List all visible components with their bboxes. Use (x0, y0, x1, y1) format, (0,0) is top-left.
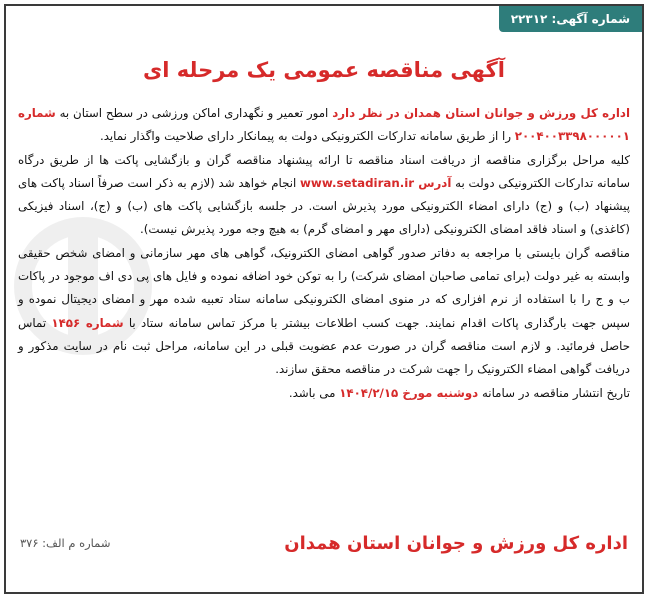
paragraph-publish-date (18, 382, 630, 405)
intro-text-1: امور تعمیر و نگهداری اماکن ورزشی در سطح استان به (55, 106, 333, 120)
ad-number-badge: شماره آگهی: ۲۲۳۱۲ (499, 6, 642, 32)
procedure-text-1: کلیه مراحل برگزاری مناقصه از دریافت اسناد مناقصه تا ارائه پیشنهاد مناقصه گران و بازگشایی پاکت ها از طریق درگاه سامانه تدارکات الکترونیکی دولت به (18, 152, 630, 190)
setadiran-link[interactable]: www.setadiran.ir (300, 175, 415, 190)
paragraph-procedure (18, 149, 630, 242)
paragraph-signature-requirements (18, 242, 630, 382)
organization-signature: اداره کل ورزش و جوانان استان همدان (284, 532, 628, 554)
footer (20, 528, 628, 558)
intro-text-2: را از طریق سامانه تدارکات الکترونیکی دولت به پیمانکار دارای صلاحیت واگذار نماید. (99, 129, 515, 144)
ad-body (18, 102, 630, 405)
publish-date: دوشنبه مورخ ۱۴۰۴/۲/۱۵ (339, 385, 479, 400)
address-label: آدرس (414, 175, 452, 190)
ad-frame (4, 4, 644, 594)
ad-code: شماره م الف: ۳۷۶ (20, 536, 111, 550)
page-title: آگهی مناقصه عمومی یک مرحله ای (143, 58, 505, 82)
requirements-text-2: تماس حاصل فرمائید. و لازم است مناقصه گران در صورت عدم عضویت قبلی در این سامانه، مراحل ثبت نام در سایت مذکور و دریافت گواهی امضاء الکترونیک را جهت شرکت در مناقصه محقق سازند. (18, 315, 630, 377)
publish-text-1: تاریخ انتشار مناقصه در سامانه (478, 385, 630, 400)
organization-name: اداره کل ورزش و جوانان استان همدان در نظر دارد (332, 106, 630, 120)
tender-number: شماره ۲۰۰۴۰۰۳۳۹۸۰۰۰۰۰۱ (18, 106, 630, 144)
paragraph-intro (18, 102, 630, 149)
procedure-text-2: انجام خواهد شد (لازم به ذکر است صرفاً اسناد پاکت های پیشنهاد (ب) و (ج) دارای امضاء الکترونیکی مورد پذیرش است. در جلسه بازگشایی پاکت های (ب) و (ج)، اسناد فیزیکی (کاغذی) و اسناد فاقد امضای الکترونیکی (دارای مهر و امضای گرم) به هیچ وجه مورد پذیرش نیست). (18, 175, 630, 237)
publish-text-2: می باشد. (288, 385, 340, 400)
support-phone: شماره ۱۴۵۶ (51, 315, 124, 330)
requirements-text-1: مناقصه گران بایستی با مراجعه به دفاتر صدور گواهی امضای الکترونیک، گواهی های مهر سازمانی و امضای شخص حقیقی وابسته به غیر دولت (برای تمامی صاحبان امضای شرکت) را به توکن خود اضافه نموده و فایل های پی دی اف موجود در پاکات ب و ج را با استفاده از نرم افزاری که در منوی امضای الکترونیکی سامانه ستاد تعبیه شده مهر و امضای دیجیتال نموده و سپس جهت بارگذاری پاکات اقدام نمایند. جهت کسب اطلاعات بیشتر با مرکز تماس سامانه ستاد با (18, 245, 630, 330)
top-bar (6, 6, 642, 32)
